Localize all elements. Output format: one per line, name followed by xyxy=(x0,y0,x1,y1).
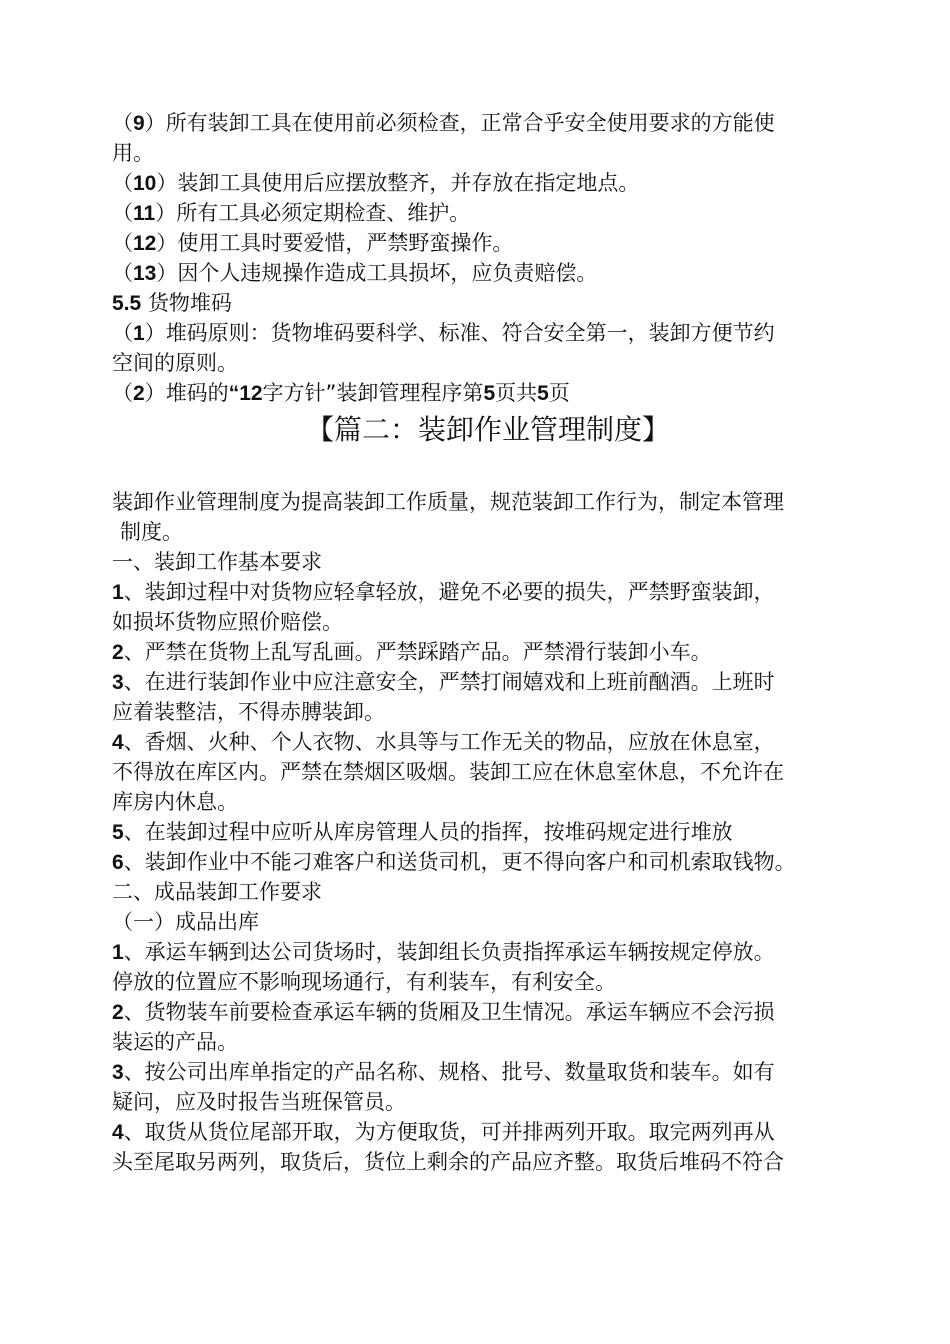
item-text: 、货物装车前要检查承运车辆的货厢及卫生情况。承运车辆应不会污损 xyxy=(123,999,775,1024)
part2-item-2-line-2 xyxy=(112,1027,864,1057)
stack-item-1-line-1: （1）堆码原则：货物堆码要科学、标准、符合安全第一，装卸方便节约 xyxy=(112,321,775,345)
item-text: 堆码原则：货物堆码要科学、标准、符合安全第一，装卸方便节约 xyxy=(165,321,775,345)
item-text: 、承运车辆到达公司货场时，装卸组长负责指挥承运车辆按规定停放。 xyxy=(123,939,775,964)
item-text: 所有装卸工具在使用前必须检查，正常合乎安全使用要求的方能使 xyxy=(165,111,775,135)
item-text: 装卸工具使用后应摆放整齐，并存放在指定地点。 xyxy=(177,171,640,195)
item-text: 头至尾取另两列，取货后，货位上剩余的产品应齐整。取货后堆码不符合 xyxy=(112,1149,784,1174)
item-10: （10）装卸工具使用后应摆放整齐，并存放在指定地点。 xyxy=(112,171,640,195)
part1-item-4-line-1 xyxy=(112,727,864,757)
item-number: 3 xyxy=(112,670,124,694)
part1-item-4-line-2 xyxy=(112,757,864,787)
item-9-line-1: （9）所有装卸工具在使用前必须检查，正常合乎安全使用要求的方能使 xyxy=(112,111,775,135)
chapter-title: 【篇二：装卸作业管理制度】 xyxy=(305,413,670,446)
part2-item-3-line-1 xyxy=(112,1057,864,1087)
item-13: （13）因个人违规操作造成工具损坏，应负责赔偿。 xyxy=(112,261,598,285)
item-number: 11 xyxy=(133,202,156,225)
part1-item-1-line-1 xyxy=(112,577,864,607)
page-number: 5 xyxy=(483,382,496,405)
item-text: 、按公司出库单指定的产品名称、规格、批号、数量取货和装车。如有 xyxy=(123,1059,775,1084)
item-number: 4 xyxy=(112,1120,124,1144)
item-text: 应着装整洁，不得赤膊装卸。 xyxy=(112,699,385,724)
part2-item-1-line-2 xyxy=(112,967,864,997)
intro-line-1: 装卸作业管理制度为提高装卸工作质量，规范装卸工作行为，制定本管理 xyxy=(112,489,784,514)
item-text: 库房内休息。 xyxy=(112,789,238,814)
part2-item-4-line-1 xyxy=(112,1117,864,1147)
item-number: 2 xyxy=(133,382,145,405)
item-text: 、严禁在货物上乱写乱画。严禁踩踏产品。严禁滑行装卸小车。 xyxy=(123,639,712,664)
item-9-line-2: 用。 xyxy=(112,141,154,165)
item-text: 、香烟、火种、个人衣物、水具等与工作无关的物品，应放在休息室， xyxy=(123,729,775,754)
part2-item-3-line-2 xyxy=(112,1087,864,1117)
heading-text: 货物堆码 xyxy=(147,291,232,315)
part1-item-4-line-3 xyxy=(112,787,864,817)
item-text: 所有工具必须定期检查、维护。 xyxy=(176,201,471,225)
part1-item-1-line-2 xyxy=(112,607,864,637)
part1-item-3-line-2 xyxy=(112,697,864,727)
item-text: 、在装卸过程中应听从库房管理人员的指挥，按堆码规定进行堆放 xyxy=(123,819,733,844)
item-text: 使用工具时要爱惜，严禁野蛮操作。 xyxy=(177,231,514,255)
stack-item-2: （2）堆码的“12字方针”装卸管理程序第5页共5页 xyxy=(112,381,570,405)
part1-list xyxy=(112,577,864,877)
item-text: 停放的位置应不影响现场通行，有利装车，有利安全。 xyxy=(112,969,616,994)
part1-item-3-line-1 xyxy=(112,667,864,697)
item-text: 不得放在库区内。严禁在禁烟区吸烟。装卸工应在休息室休息，不允许在 xyxy=(112,759,784,784)
item-number: 2 xyxy=(112,1000,124,1024)
item-number: 4 xyxy=(112,730,124,754)
item-11: （11）所有工具必须定期检查、维护。 xyxy=(112,201,471,225)
section-heading-5-5 xyxy=(112,288,864,318)
item-number: 13 xyxy=(133,262,157,285)
part2-item-1-line-1 xyxy=(112,937,864,967)
item-text: 、装卸作业中不能刁难客户和送货司机，更不得向客户和司机索取钱物。 xyxy=(123,849,796,874)
part1-heading: 一、装卸工作基本要求 xyxy=(112,549,322,574)
item-text: 因个人违规操作造成工具损坏，应负责赔偿。 xyxy=(177,261,598,285)
part1-item-2-line-1 xyxy=(112,637,864,667)
part1-item-6-line-1 xyxy=(112,847,864,877)
document-body xyxy=(112,108,864,1177)
part2-heading: 二、成品装卸工作要求 xyxy=(112,879,322,904)
item-number: 1 xyxy=(133,322,145,345)
intro-line-2: 制度。 xyxy=(120,519,183,544)
item-text: 疑问，应及时报告当班保管员。 xyxy=(112,1089,406,1114)
item-text: 页 xyxy=(548,381,570,405)
part2-item-2-line-1 xyxy=(112,997,864,1027)
part2-list xyxy=(112,937,864,1177)
part2-subheading: （一）成品出库 xyxy=(112,909,259,934)
item-text: 字方针”装卸管理程序第 xyxy=(262,381,484,405)
item-number: 5 xyxy=(112,820,124,844)
part2-item-4-line-2 xyxy=(112,1147,864,1177)
part1-item-5-line-1 xyxy=(112,817,864,847)
item-text: 页共 xyxy=(495,381,538,405)
item-text: 如损坏货物应照价赔偿。 xyxy=(112,609,343,634)
item-text: 、在进行装卸作业中应注意安全，严禁打闹嬉戏和上班前酗酒。上班时 xyxy=(123,669,775,694)
item-text: 堆码的 xyxy=(165,381,229,405)
item-number: 9 xyxy=(133,112,145,135)
stack-item-1-line-2: 空间的原则。 xyxy=(112,351,238,375)
quote-number: “12 xyxy=(228,382,263,405)
item-number: 10 xyxy=(133,172,157,195)
item-number: 1 xyxy=(112,940,124,964)
page-total: 5 xyxy=(537,382,549,405)
item-text: 、取货从货位尾部开取，为方便取货，可并排两列开取。取完两列再从 xyxy=(123,1119,775,1144)
item-number: 3 xyxy=(112,1060,124,1084)
heading-number: 5.5 xyxy=(112,292,142,315)
item-text: 装运的产品。 xyxy=(112,1029,238,1054)
spacer xyxy=(112,455,864,487)
item-text: 、装卸过程中对货物应轻拿轻放，避免不必要的损失，严禁野蛮装卸， xyxy=(123,579,775,604)
item-number: 2 xyxy=(112,640,124,664)
item-number: 6 xyxy=(112,850,124,874)
item-number: 12 xyxy=(133,232,157,255)
item-12: （12）使用工具时要爱惜，严禁野蛮操作。 xyxy=(112,231,514,255)
item-number: 1 xyxy=(112,580,124,604)
